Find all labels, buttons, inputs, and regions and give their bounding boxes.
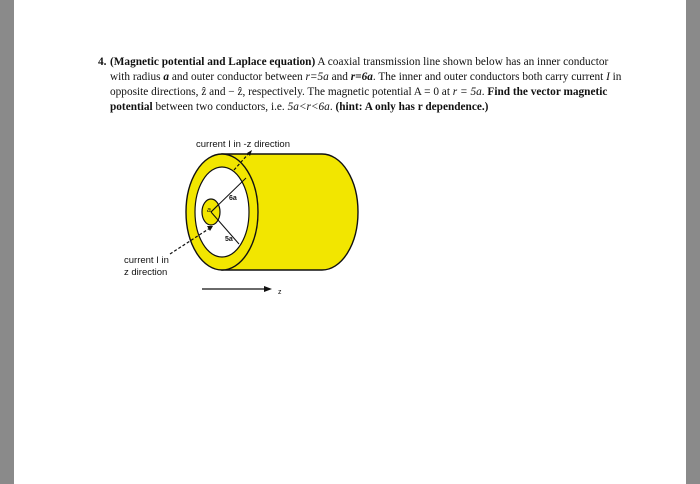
text-segment: . <box>329 101 336 113</box>
bottom-current-label-2: z direction <box>124 267 168 278</box>
var-a: a <box>163 71 169 83</box>
radius-6a: r=6a <box>350 71 373 83</box>
bottom-current-label-1: current I in <box>124 255 169 266</box>
label-a: a <box>207 207 211 214</box>
document-page <box>14 0 686 484</box>
text-segment: . <box>481 86 488 98</box>
label-6a: 6a <box>229 195 237 202</box>
hint-text: (hint: A only has r dependence.) <box>335 101 489 113</box>
z-axis-arrowhead <box>264 286 272 292</box>
text-segment: and outer conductor between <box>169 71 306 83</box>
range-text: 5a<r<6a <box>287 101 330 113</box>
text-segment: in opposite directions, <box>110 71 622 98</box>
coax-figure <box>14 0 686 484</box>
label-5a: 5a <box>225 236 233 243</box>
text-segment: A coaxial transmission line shown below has an inner conductor with radius <box>110 56 609 83</box>
directions: ẑ and − ẑ <box>201 86 243 98</box>
problem-number: 4. <box>98 56 107 68</box>
text-segment: between two conductors, i.e. <box>152 101 288 113</box>
problem-title: (Magnetic potential and Laplace equation) <box>110 56 316 68</box>
text-segment: and <box>328 71 351 83</box>
text-segment: , respectively. The magnetic potential A = 0 at <box>242 86 453 98</box>
radius-5a: r=5a <box>305 71 329 83</box>
top-current-label: current I in -z direction <box>196 139 290 150</box>
z-axis-label: z <box>278 289 282 296</box>
text-segment: . The inner and outer conductors both carry current <box>372 71 607 83</box>
var-current: I <box>606 71 610 83</box>
boundary-radius: r = 5a <box>452 86 482 98</box>
task-text: Find the vector magnetic potential <box>110 86 608 113</box>
